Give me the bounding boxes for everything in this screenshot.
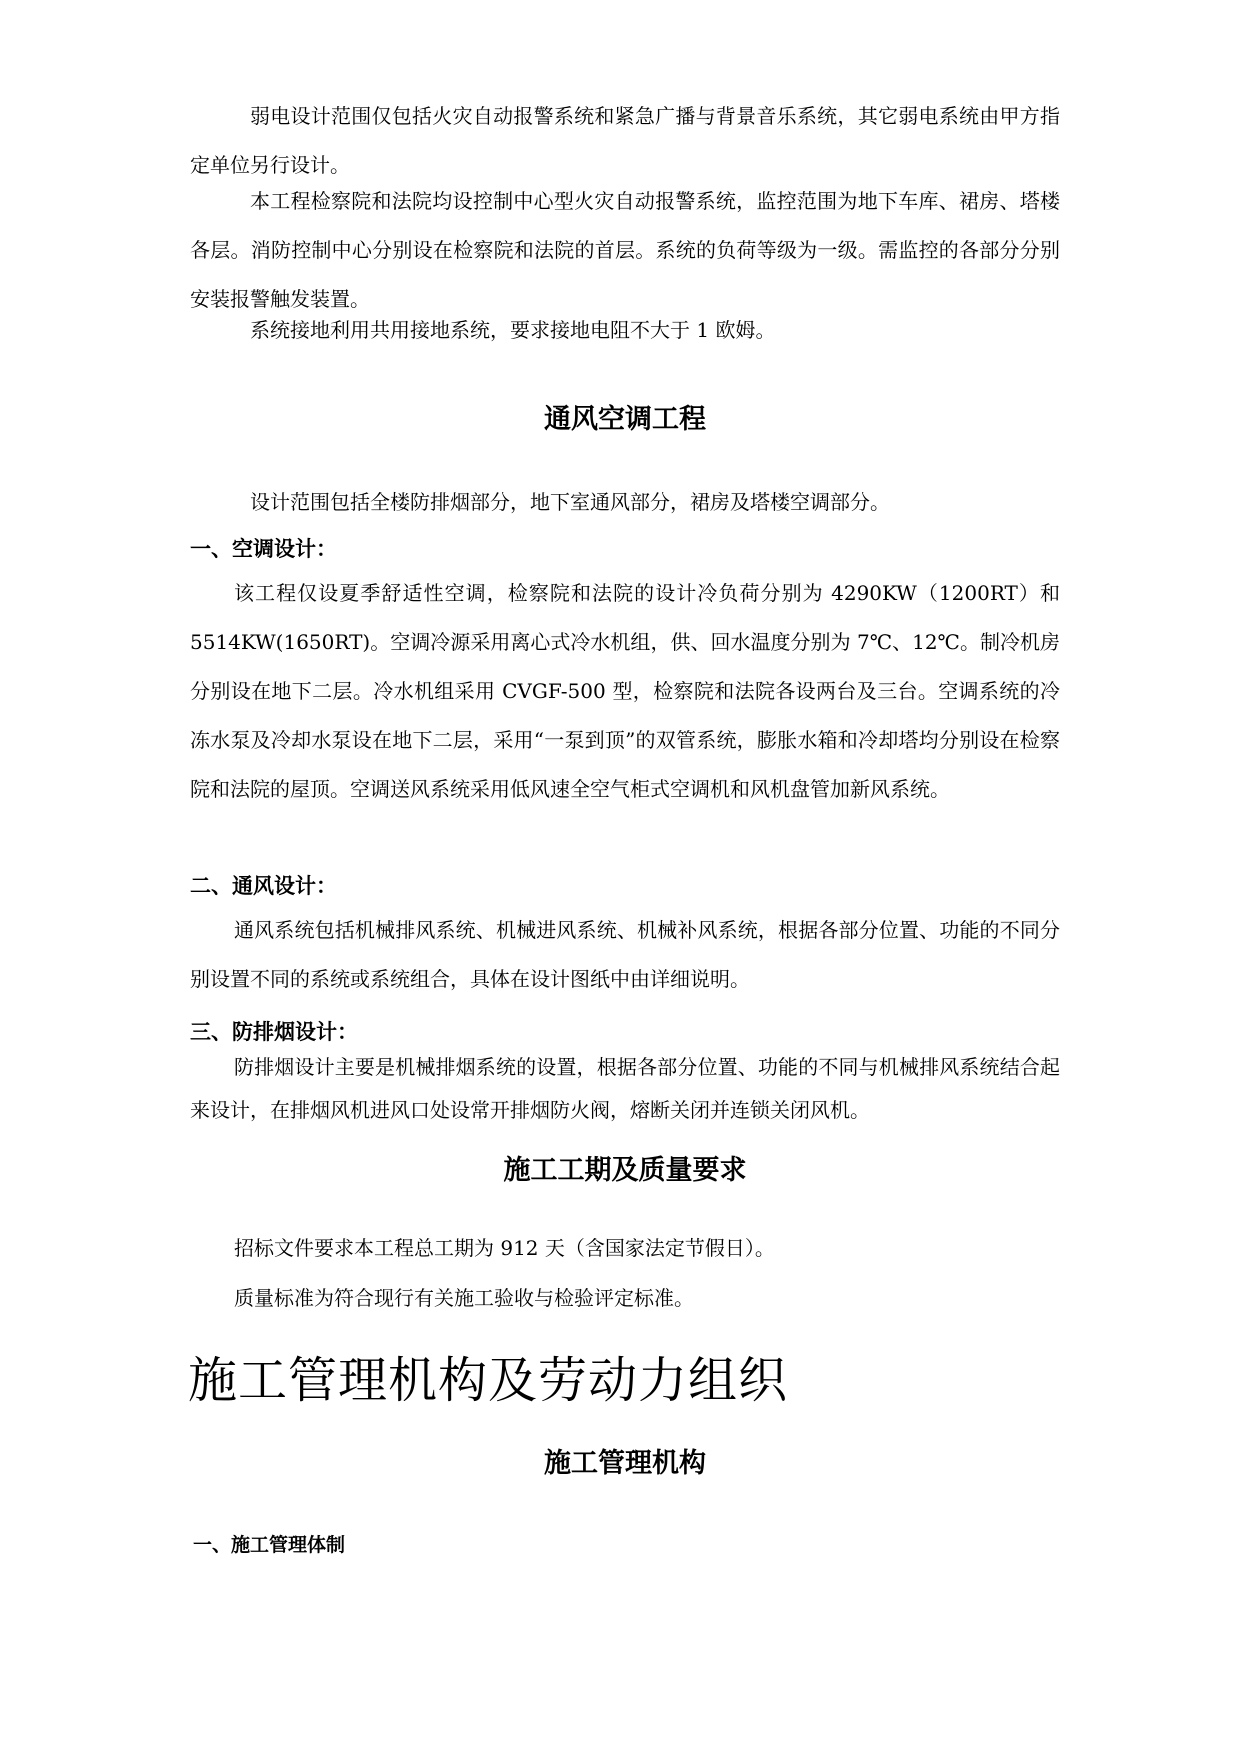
paragraph-grounding: 系统接地利用共用接地系统，要求接地电阻不大于 1 欧姆。 — [250, 318, 776, 342]
heading-smoke-control-design: 三、防排烟设计： — [190, 1020, 358, 1044]
paragraph-smoke-control-design: 防排烟设计主要是机械排烟系统的设置，根据各部分位置、功能的不同与机械排风系统结合起来设计，在排烟风机进风口处设常开排烟防火阀，熔断关闭并连锁关闭风机。 — [190, 1055, 1060, 1122]
heading-ventilation-design: 二、通风设计： — [190, 874, 337, 898]
paragraph-weak-current-scope: 弱电设计范围仅包括火灾自动报警系统和紧急广播与背景音乐系统，其它弱电系统由甲方指定单位另行设计。 — [190, 104, 1060, 177]
paragraph-quality-standard: 质量标准为符合现行有关施工验收与检验评定标准。 — [234, 1286, 694, 1310]
paragraph-ventilation-design: 通风系统包括机械排风系统、机械进风系统、机械补风系统，根据各部分位置、功能的不同分别设置不同的系统或系统组合，具体在设计图纸中由详细说明。 — [190, 918, 1060, 991]
paragraph-schedule: 招标文件要求本工程总工期为 912 天（含国家法定节假日）。 — [234, 1236, 775, 1260]
paragraph-fire-alarm-system: 本工程检察院和法院均设控制中心型火灾自动报警系统，监控范围为地下车库、裙房、塔楼各层。消防控制中心分别设在检察院和法院的首层。系统的负荷等级为一级。需监控的各部分分别安装报警触发装置。 — [190, 189, 1060, 311]
heading-ac-design: 一、空调设计： — [190, 537, 337, 561]
heading-management-organization: 施工管理机构 — [544, 1448, 706, 1479]
paragraph-ac-design: 该工程仅设夏季舒适性空调，检察院和法院的设计冷负荷分别为 4290KW（1200RT）和 5514KW(1650RT)。空调冷源采用离心式冷水机组，供、回水温度分别为 7℃、12℃。制冷机房分别设在地下二层。冷水机组采用 CVGF-500 型，检察院和法院各设两台及三台。空调系统的冷冻水泵及冷却水泵设在地下二层，采用“一泵到顶”的双管系统，膨胀水箱和冷却塔均分别设在检察院和法院的屋顶。空调送风系统采用低风速全空气柜式空调机和风机盘管加新风系统。 — [190, 581, 1060, 801]
heading-schedule-quality: 施工工期及质量要求 — [503, 1155, 747, 1186]
heading-management-system: 一、施工管理体制 — [193, 1534, 346, 1556]
paragraph-hvac-intro: 设计范围包括全楼防排烟部分，地下室通风部分，裙房及塔楼空调部分。 — [250, 490, 890, 514]
heading-hvac: 通风空调工程 — [544, 404, 706, 435]
chapter-title-management: 施工管理机构及劳动力组织 — [188, 1352, 789, 1409]
